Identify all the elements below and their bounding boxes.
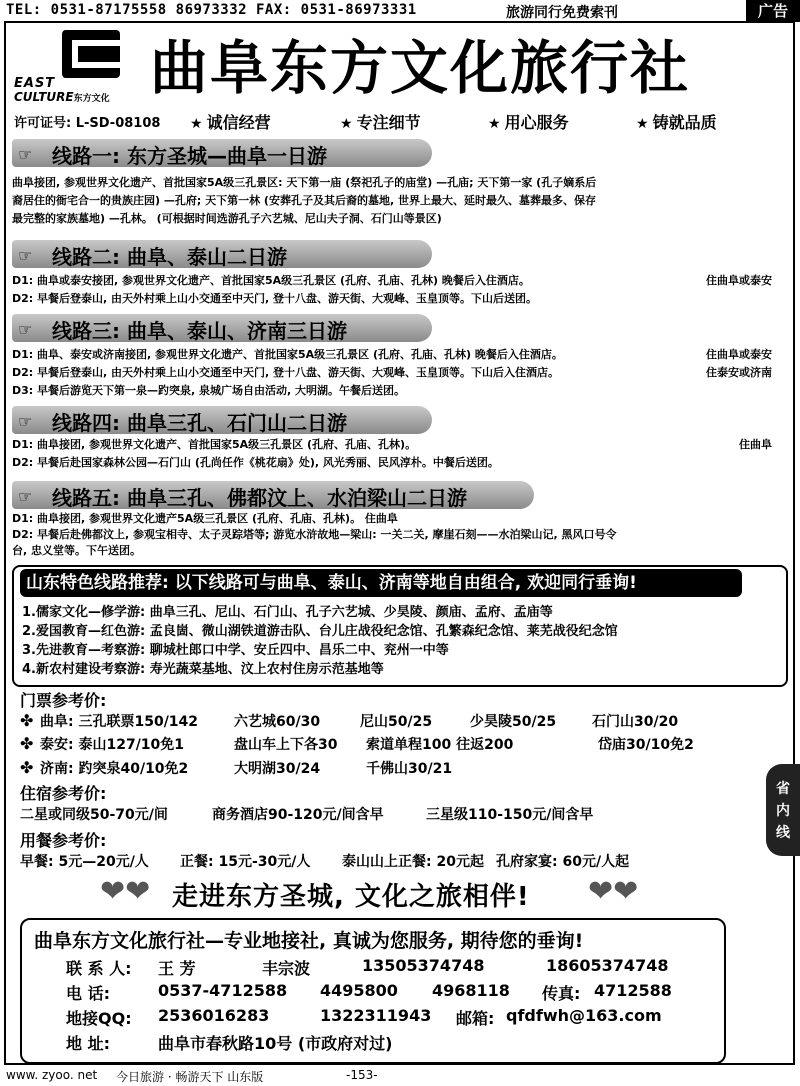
company-name: 曲阜东方文化旅行社 [150,34,691,102]
stay-note: 住曲阜或泰安 [706,348,772,361]
star-icon: ★ [340,116,353,132]
star-icon: ★ [488,116,501,132]
motto-item: ★ 用心服务 [488,113,569,132]
stay-note: 住曲阜 [739,438,772,451]
route-line: D2: 早餐后赴佛都汶上, 参观宝相寺、太子灵踪塔等; 游览水浒故地—梁山: 一关二关, 摩崖石刻——水泊梁山记, 黑风口号令 [12,528,617,541]
route-line: D1: 曲阜、泰安或济南接团, 参观世界文化遗产、首批国家5A级三孔景区 (孔府、孔庙、孔林) 晚餐后入住酒店。 住曲阜或泰安 [12,346,788,364]
star-icon: ★ [636,116,649,132]
route-5-body [12,511,788,559]
logo-text-east: EAST [14,76,56,91]
contact-row-phone: 电 话: 0537-4712588 4495800 4968118 传真: 4712588 [66,981,672,1003]
license-number: 许可证号: L-SD-08108 [14,116,161,131]
ticket-row-taian: ✤ 泰安: 泰山127/10免1 盘山车上下各30 索道单程100 往返200 岱庙30/10免2 [20,734,694,753]
special-routes-heading: 山东特色线路推荐: 以下线路可与曲阜、泰山、济南等地自由组合, 欢迎同行垂询! [20,569,742,597]
pointing-hand-icon: ☞ [18,145,33,164]
email-link[interactable]: qfdfwh@163.com [506,1006,662,1025]
route-line: D2: 早餐后登泰山, 由天外村乘上山小交通至中天门, 登十八盘、游天街、大观峰、玉皇顶等。下山后入住酒店。 住泰安或济南 [12,364,788,382]
contact-box [20,918,726,1064]
page-footer [6,1068,796,1086]
clover-icon: ✤ [20,758,34,777]
meal-prices-heading: 用餐参考价: [20,831,107,850]
star-icon: ★ [190,116,203,132]
pointing-hand-icon: ☞ [18,412,33,431]
top-contact-line: TEL: 0531-87175558 86973332 FAX: 0531-86973331 [6,2,417,18]
route-line: D1: 曲阜接团, 参观世界文化遗产、首批国家5A级三孔景区 (孔府、孔庙、孔林)。 住曲阜 [12,436,788,454]
footer-tagline: 今日旅游 · 畅游天下 山东版 [116,1070,264,1084]
motto-item: ★ 诚信经营 [190,113,271,132]
route-title: 线路三: 曲阜、泰山、济南三日游 [52,319,347,343]
ticket-row-qufu: ✤ 曲阜: 三孔联票150/142 六艺城60/30 尼山50/25 少昊陵50/25 石门山30/20 [20,711,679,730]
motto-item: ★ 铸就品质 [636,113,717,132]
route-5-header [12,481,534,509]
lodging-prices-heading: 住宿参考价: [20,784,107,803]
list-item: 2.爱国教育—红色游: 孟良崮、微山湖铁道游击队、台儿庄战役纪念馆、孔繁森纪念馆、莱芜战役纪念馆 [22,624,618,639]
route-4-body [12,436,788,472]
route-1-header [12,139,432,167]
route-3-header [12,314,432,342]
route-line: 最完整的家族墓地) —孔林。 (可根据时间选游孔子六艺城、尼山夫子洞、石门山等景区) [12,212,442,225]
route-4-header [12,406,432,434]
stay-note: 住泰安或济南 [706,366,772,379]
route-line: 裔居住的衙宅合一的贵族庄园) —孔府; 天下第一林 (安葬孔子及其后裔的墓地, 世界上最大、延时最久、墓葬最多、保存 [12,194,596,207]
page-number: -153- [346,1068,378,1082]
route-1-body [12,174,788,228]
route-line: D2: 早餐后登泰山, 由天外村乘上山小交通至中天门, 登十八盘、游天街、大观峰、玉皇顶等。下山后送团。 [12,292,538,305]
motto-item: ★ 专注细节 [340,113,421,132]
ticket-row-jinan: ✤ 济南: 趵突泉40/10免2 大明湖30/24 千佛山30/21 [20,758,453,777]
hearts-icon: ❤❤ [100,874,151,909]
route-title: 线路一: 东方圣城—曲阜一日游 [52,144,327,168]
meal-row: 早餐: 5元—20元/人 正餐: 15元-30元/人 泰山山上正餐: 20元起 孔府家宴: 60元/人起 [20,854,630,870]
logo-text-culture: CULTURE东方文化 [14,90,110,104]
license-motto-row [12,110,792,132]
clover-icon: ✤ [20,734,34,753]
list-item: 4.新农村建设考察游: 寿光蔬菜基地、汶上农村住房示范基地等 [22,662,384,677]
clover-icon: ✤ [20,711,34,730]
route-line: D1: 曲阜接团, 参观世界文化遗产5A级三孔景区 (孔府、孔庙、孔林)。 住曲阜 [12,512,398,525]
route-line: D2: 早餐后赴国家森林公园—石门山 (孔尚任作《桃花扇》处), 风光秀丽、民风淳朴。中餐后送团。 [12,456,499,469]
route-title: 线路四: 曲阜三孔、石门山二日游 [52,411,347,435]
contact-intro: 曲阜东方文化旅行社—专业地接社, 真诚为您服务, 期待您的垂询! [34,930,584,952]
stay-note: 住曲阜或泰安 [706,274,772,287]
lodging-row: 二星或同级50-70元/间 商务酒店90-120元/间含早 三星级110-150元/间含早 [20,807,594,823]
route-3-body [12,346,788,400]
free-catalog-note: 旅游同行免费索刊 [506,5,618,21]
company-logo [14,30,142,106]
hearts-icon: ❤❤ [588,874,639,909]
footer-site[interactable]: www. zyoo. net [6,1068,98,1082]
pointing-hand-icon: ☞ [18,487,33,506]
slogan-banner [100,872,660,916]
pointing-hand-icon: ☞ [18,246,33,265]
route-line: D3: 早餐后游览天下第一泉—趵突泉, 泉城广场自由活动, 大明湖。午餐后送团。 [12,384,406,397]
route-line: 曲阜接团, 参观世界文化遗产、首批国家5A级三孔景区: 天下第一庙 (祭祀孔子的庙堂) —孔庙; 天下第一家 (孔子嫡系后 [12,176,597,189]
contact-row-address: 地 址: 曲阜市春秋路10号 (市政府对过) [66,1034,393,1053]
route-line: D1: 曲阜或泰安接团, 参观世界文化遗产、首批国家5A级三孔景区 (孔府、孔庙、孔林) 晚餐后入住酒店。 住曲阜或泰安 [12,272,788,290]
special-routes-box [12,565,788,687]
province-routes-tab: 省 内 线 [766,764,800,856]
pointing-hand-icon: ☞ [18,320,33,339]
contact-row-qq: 地接QQ: 2536016283 1322311943 邮箱: qfdfwh@163.com [66,1006,662,1028]
ad-label: 广告 [746,0,800,22]
top-bar [0,0,800,22]
ticket-prices-heading: 门票参考价: [20,691,107,710]
list-item: 1.儒家文化—修学游: 曲阜三孔、尼山、石门山、孔子六艺城、少昊陵、颜庙、孟府、孟庙等 [22,605,553,620]
route-line: 台, 忠义堂等。下午送团。 [12,544,142,557]
special-routes-list [22,603,618,679]
slogan-text: 走进东方圣城, 文化之旅相伴! [172,882,530,912]
list-item: 3.先进教育—考察游: 聊城杜郎口中学、安丘四中、昌乐二中、兖州一中等 [22,643,449,658]
route-2-body [12,272,788,308]
route-title: 线路二: 曲阜、泰山二日游 [52,245,287,269]
route-title: 线路五: 曲阜三孔、佛都汶上、水泊梁山二日游 [52,486,467,510]
contact-row-person: 联 系 人: 王 芳 丰宗波 13505374748 18605374748 [66,956,669,978]
route-2-header [12,240,432,268]
